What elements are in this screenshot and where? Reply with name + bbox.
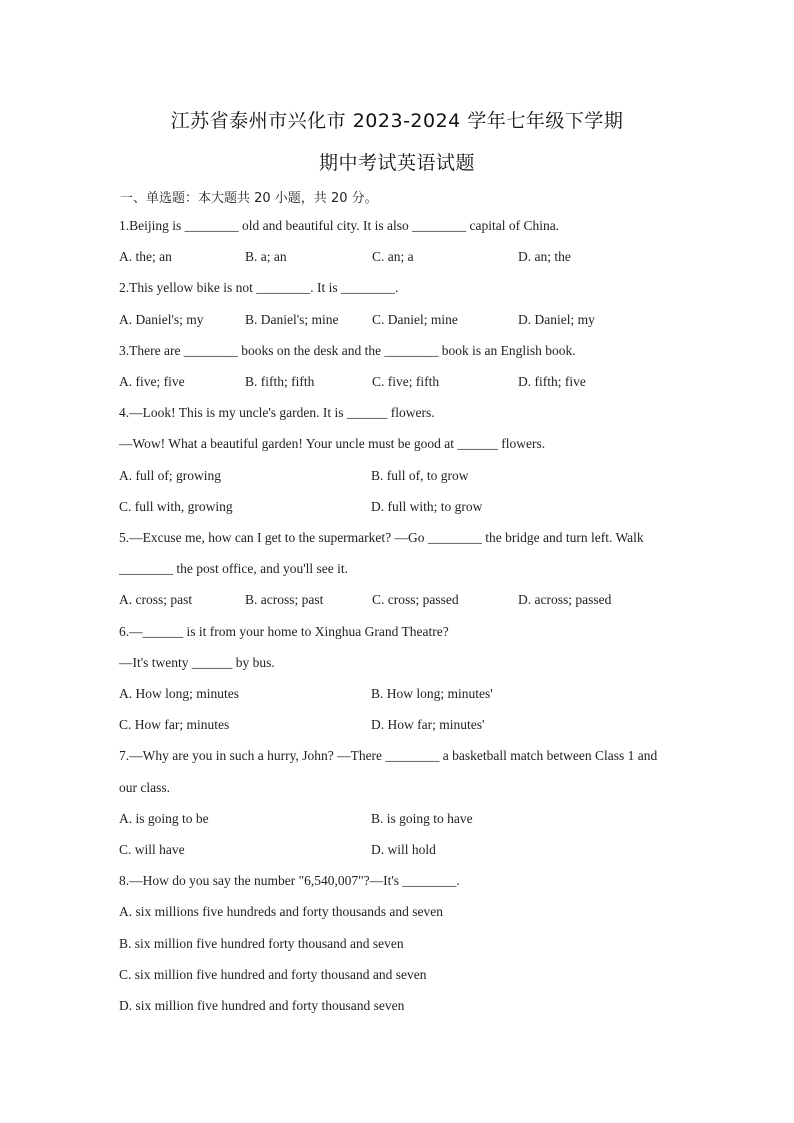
question-6-option-b: B. How long; minutes' (371, 686, 493, 701)
question-8-option-c: C. six million five hundred and forty thousand and seven (119, 967, 427, 982)
question-5-option-a: A. cross; past (119, 592, 193, 607)
question-2-option-d: D. Daniel; my (518, 312, 595, 327)
question-3-option-a: A. five; five (119, 374, 185, 389)
question-1-stem: 1.Beijing is ________ old and beautiful city. It is also ________ capital of China. (119, 218, 560, 233)
question-5-stem-line-2: ________ the post office, and you'll see it. (119, 561, 349, 576)
question-5-stem: 5.—Excuse me, how can I get to the supermarket? —Go ________ the bridge and turn left. Walk (119, 530, 644, 545)
question-3-option-c: C. five; fifth (372, 374, 440, 389)
question-2-option-c: C. Daniel; mine (372, 312, 458, 327)
question-1-option-b: B. a; an (245, 249, 287, 264)
question-4-stem-line-2: —Wow! What a beautiful garden! Your uncle must be good at ______ flowers. (119, 436, 546, 451)
question-8-stem: 8.—How do you say the number "6,540,007"?—It's ________. (119, 873, 460, 888)
question-5-option-d: D. across; passed (518, 592, 612, 607)
question-7-option-b: B. is going to have (371, 811, 473, 826)
question-3-option-b: B. fifth; fifth (245, 374, 315, 389)
question-3-option-d: D. fifth; five (518, 374, 586, 389)
exam-subtitle: 期中考试英语试题 (318, 152, 475, 174)
question-4-option-d: D. full with; to grow (371, 499, 483, 514)
question-6-option-c: C. How far; minutes (119, 717, 230, 732)
question-1-option-d: D. an; the (518, 249, 571, 264)
question-7-stem-line-2: our class. (119, 780, 170, 795)
question-7-stem: 7.—Why are you in such a hurry, John? —There ________ a basketball match between Class 1 and (119, 748, 658, 763)
question-4-stem: 4.—Look! This is my uncle's garden. It is ______ flowers. (119, 405, 435, 420)
question-6-option-d: D. How far; minutes' (371, 717, 485, 732)
question-8-option-d: D. six million five hundred and forty thousand seven (119, 998, 405, 1013)
question-7-option-a: A. is going to be (119, 811, 209, 826)
question-1-option-c: C. an; a (372, 249, 414, 264)
question-3-stem: 3.There are ________ books on the desk and the ________ book is an English book. (119, 343, 576, 358)
question-1-option-a: A. the; an (119, 249, 172, 264)
question-6-option-a: A. How long; minutes (119, 686, 239, 701)
question-2-stem: 2.This yellow bike is not ________. It is ________. (119, 280, 399, 295)
exam-title: 江苏省泰州市兴化市 2023-2024 学年七年级下学期 (170, 110, 624, 132)
question-4-option-b: B. full of, to grow (371, 468, 469, 483)
question-7-option-c: C. will have (119, 842, 185, 857)
question-2-option-a: A. Daniel's; my (119, 312, 204, 327)
question-4-option-c: C. full with, growing (119, 499, 233, 514)
question-2-option-b: B. Daniel's; mine (245, 312, 339, 327)
question-6-stem-line-2: —It's twenty ______ by bus. (119, 655, 275, 670)
question-7-option-d: D. will hold (371, 842, 436, 857)
question-8-option-a: A. six millions five hundreds and forty thousands and seven (119, 904, 443, 919)
section-heading: 一、单选题：本大题共 20 小题，共 20 分。 (120, 191, 378, 206)
question-6-stem: 6.—______ is it from your home to Xinghua Grand Theatre? (119, 624, 449, 639)
question-5-option-b: B. across; past (245, 592, 324, 607)
question-4-option-a: A. full of; growing (119, 468, 221, 483)
question-5-option-c: C. cross; passed (372, 592, 459, 607)
question-8-option-b: B. six million five hundred forty thousand and seven (119, 936, 404, 951)
